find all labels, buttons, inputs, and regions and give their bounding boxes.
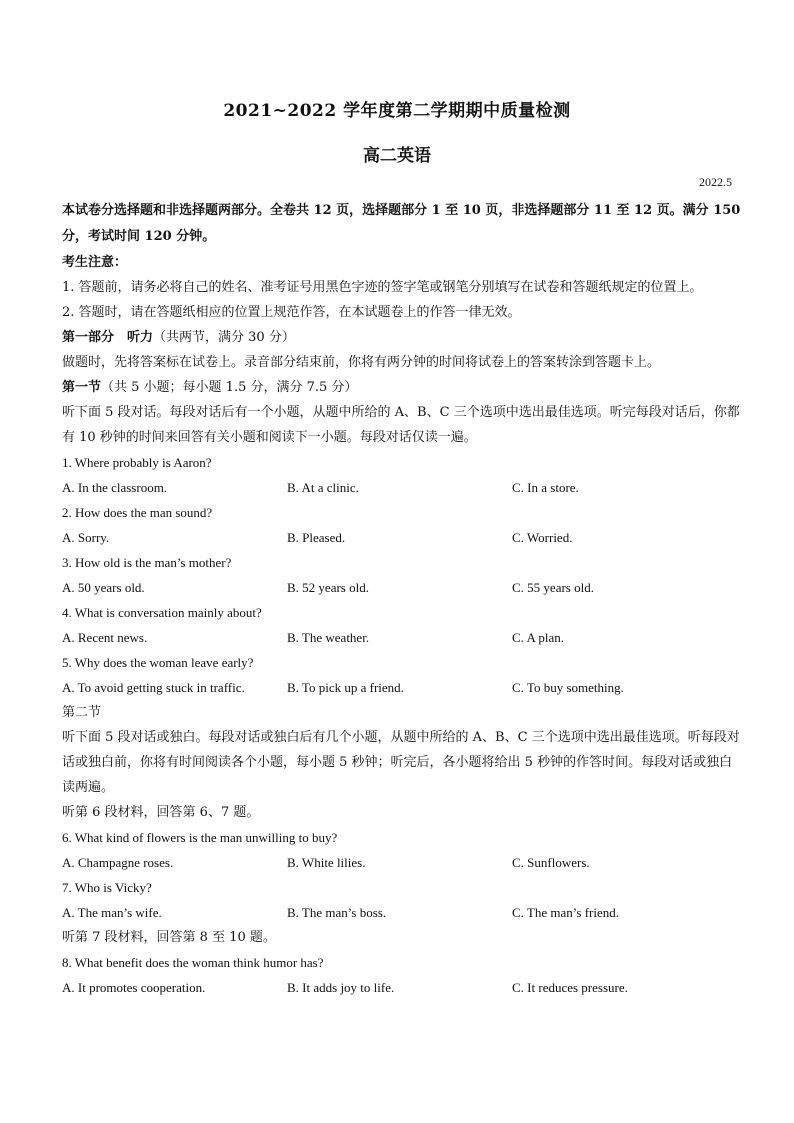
option-row <box>62 900 742 925</box>
question-list-material7 <box>62 950 742 1000</box>
exam-title: 2021~2022 学年度第二学期期中质量检测 <box>223 101 571 121</box>
material-7-instruction: 听第 7 段材料，回答第 8 至 10 题。 <box>62 930 276 945</box>
option-c: C. Sunflowers. <box>512 855 590 870</box>
option-row <box>62 975 742 1000</box>
question-stem: 4. What is conversation mainly about? <box>62 605 262 620</box>
option-c: C. The man’s friend. <box>512 905 619 920</box>
exam-subtitle: 高二英语 <box>363 146 431 166</box>
option-row <box>62 525 742 550</box>
option-a: A. Champagne roses. <box>62 855 174 870</box>
option-b: B. White lilies. <box>287 855 366 870</box>
section2-instruction: 听下面 5 段对话或独白。每段对话或独白后有几个小题，从题中所给的 A、B、C 三个选项中选出最佳选项。听每段对话或独白前，你将有时间阅读各个小题，每小题 5 秒钟；听完后，各小题将给出 5 秒钟的作答时间。每段对话或独白读两遍。 <box>62 730 740 795</box>
notice-item-1: 1. 答题前，请务必将自己的姓名、准考证号用黑色字迹的签字笔或钢笔分别填写在试卷和答题纸规定的位置上。 <box>62 280 703 295</box>
option-c: C. It reduces pressure. <box>512 980 628 995</box>
exam-date: 2022.5 <box>699 175 732 189</box>
exam-content <box>62 198 742 1000</box>
question-stem: 8. What benefit does the woman think humor has? <box>62 955 324 970</box>
material-6-instruction: 听第 6 段材料，回答第 6、7 题。 <box>62 805 260 820</box>
option-b: B. 52 years old. <box>287 580 369 595</box>
option-a: A. Recent news. <box>62 630 148 645</box>
option-c: C. To buy something. <box>512 680 624 695</box>
option-b: B. To pick up a friend. <box>287 680 404 695</box>
question-stem: 7. Who is Vicky? <box>62 880 152 895</box>
notice-title: 考生注意： <box>62 255 128 270</box>
option-c: C. 55 years old. <box>512 580 594 595</box>
option-a: A. It promotes cooperation. <box>62 980 206 995</box>
option-a: A. Sorry. <box>62 530 110 545</box>
option-b: B. The man’s boss. <box>287 905 387 920</box>
option-c: C. In a store. <box>512 480 579 495</box>
section2-title: 第二节 <box>62 705 102 720</box>
option-b: B. The weather. <box>287 630 370 645</box>
option-b: B. Pleased. <box>287 530 346 545</box>
option-row <box>62 475 742 500</box>
option-row <box>62 675 742 700</box>
option-row <box>62 575 742 600</box>
question-stem: 5. Why does the woman leave early? <box>62 655 254 670</box>
option-a: A. In the classroom. <box>62 480 168 495</box>
notice-item-2: 2. 答题时，请在答题纸相应的位置上规范作答，在本试题卷上的作答一律无效。 <box>62 305 521 320</box>
intro-paragraph: 本试卷分选择题和非选择题两部分。全卷共 12 页，选择题部分 1 至 10 页，非选择题部分 11 至 12 页。满分 150 分，考试时间 120 分钟。 <box>62 203 741 244</box>
option-a: A. To avoid getting stuck in traffic. <box>62 680 245 695</box>
option-row <box>62 625 742 650</box>
part1-instruction: 做题时，先将答案标在试卷上。录音部分结束前，你将有两分钟的时间将试卷上的答案转涂到答题卡上。 <box>62 355 661 370</box>
option-c: C. Worried. <box>512 530 573 545</box>
section1-note: （共 5 小题；每小题 1.5 分，满分 7.5 分） <box>101 380 358 395</box>
option-a: A. 50 years old. <box>62 580 145 595</box>
option-c: C. A plan. <box>512 630 565 645</box>
question-stem: 6. What kind of flowers is the man unwilling to buy? <box>62 830 338 845</box>
section1-instruction: 听下面 5 段对话。每段对话后有一个小题，从题中所给的 A、B、C 三个选项中选出最佳选项。听完每段对话后，你都有 10 秒钟的时间来回答有关小题和阅读下一小题。每段对话仅读一遍。 <box>62 405 740 445</box>
part1-title: 第一部分 听力 <box>62 330 154 345</box>
option-row <box>62 850 742 875</box>
option-b: B. At a clinic. <box>287 480 359 495</box>
question-list-material6 <box>62 825 742 925</box>
section1-heading <box>62 375 742 400</box>
option-b: B. It adds joy to life. <box>287 980 395 995</box>
question-stem: 3. How old is the man’s mother? <box>62 555 232 570</box>
option-a: A. The man’s wife. <box>62 905 162 920</box>
section1-title: 第一节 <box>62 380 102 395</box>
part1-note: （共两节，满分 30 分） <box>153 330 295 345</box>
question-stem: 2. How does the man sound? <box>62 505 213 520</box>
part1-heading <box>62 325 742 350</box>
question-list-section1 <box>62 450 742 700</box>
question-stem: 1. Where probably is Aaron? <box>62 455 212 470</box>
